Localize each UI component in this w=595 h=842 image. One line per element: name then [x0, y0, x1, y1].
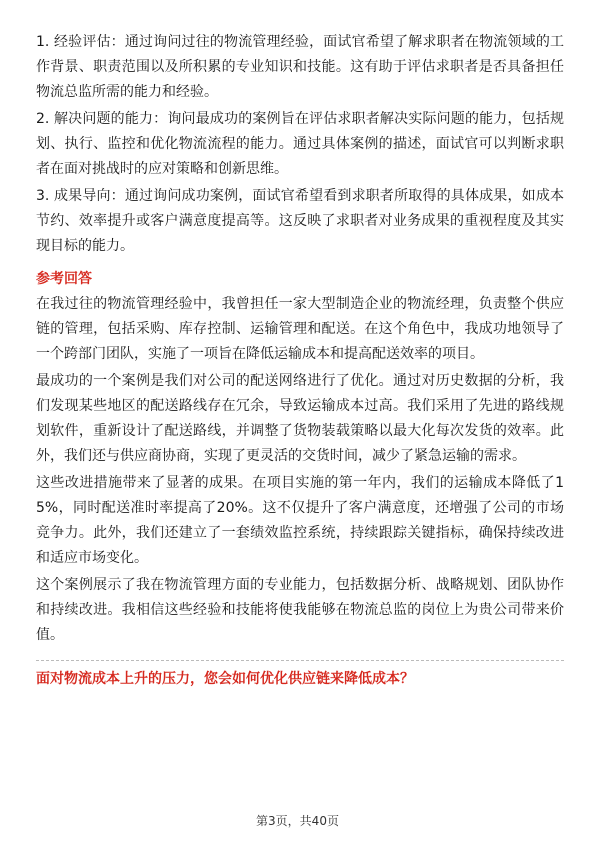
evaluation-point-1: 1. 经验评估：通过询问过往的物流管理经验，面试官希望了解求职者在物流领域的工作背景、职责范围以及所积累的专业知识和技能。这有助于评估求职者是否具备担任物流总监所需的能力和经验。 — [36, 34, 564, 100]
reference-answer-heading: 参考回答 — [36, 271, 92, 287]
answer-paragraph-3: 这些改进措施带来了显著的成果。在项目实施的第一年内，我们的运输成本降低了15%，同时配送准时率提高了20%。这不仅提升了客户满意度，还增强了公司的市场竞争力。此外，我们还建立了一套绩效监控系统，持续跟踪关键指标，确保持续改进和适应市场变化。 — [36, 475, 564, 566]
answer-paragraph-1: 在我过往的物流管理经验中，我曾担任一家大型制造企业的物流经理，负责整个供应链的管理，包括采购、库存控制、运输管理和配送。在这个角色中，我成功地领导了一个跨部门团队，实施了一项旨在降低运输成本和提高配送效率的项目。 — [36, 296, 564, 362]
evaluation-point-2: 2. 解决问题的能力：询问最成功的案例旨在评估求职者解决实际问题的能力，包括规划、执行、监控和优化物流流程的能力。通过具体案例的描述，面试官可以判断求职者在面对挑战时的应对策略和创新思维。 — [36, 111, 564, 177]
answer-paragraph-2: 最成功的一个案例是我们对公司的配送网络进行了优化。通过对历史数据的分析，我们发现某些地区的配送路线存在冗余，导致运输成本过高。我们采用了先进的路线规划软件，重新设计了配送路线，并调整了货物装载策略以最大化每次发货的效率。此外，我们还与供应商协商，实现了更灵活的交货时间，减少了紧急运输的需求。 — [36, 373, 564, 464]
next-question: 面对物流成本上升的压力，您会如何优化供应链来降低成本？ — [36, 671, 414, 687]
evaluation-point-3: 3. 成果导向：通过询问成功案例，面试官希望看到求职者所取得的具体成果，如成本节约、效率提升或客户满意度提高等。这反映了求职者对业务成果的重视程度及其实现目标的能力。 — [36, 188, 564, 254]
document-body — [36, 30, 564, 692]
page-footer: 第3页，共40页 — [256, 814, 339, 828]
answer-paragraph-4: 这个案例展示了我在物流管理方面的专业能力，包括数据分析、战略规划、团队协作和持续改进。我相信这些经验和技能将使我能够在物流总监的岗位上为贵公司带来价值。 — [36, 577, 564, 643]
section-divider — [36, 660, 564, 661]
